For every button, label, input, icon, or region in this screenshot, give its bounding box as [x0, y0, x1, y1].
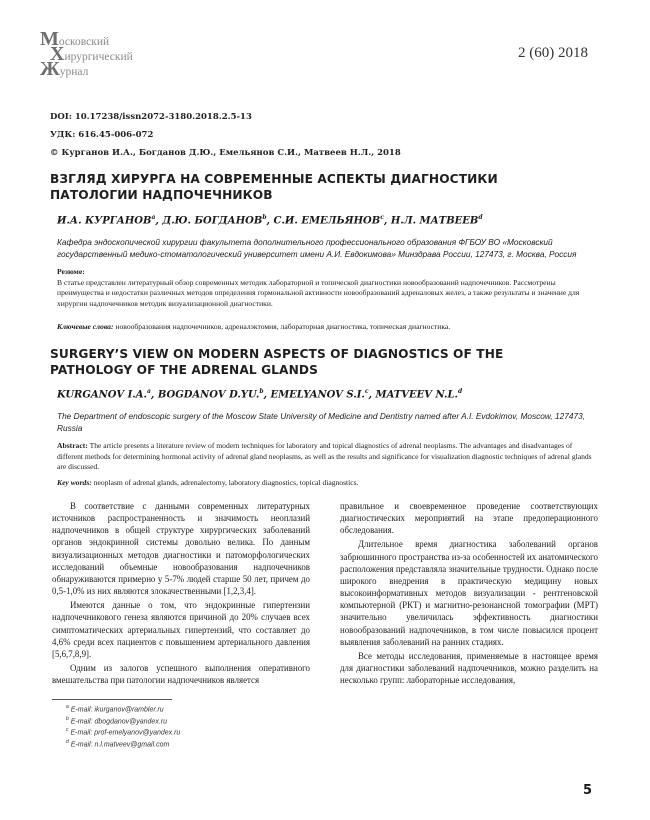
paragraph: правильное и своевременное проведение соответствующих диагностических мероприятий на этапе предоперационного обследования. — [340, 501, 598, 536]
footnote-item: $^b$ E-mail: dbogdanov@yandex.ru — [66, 715, 167, 725]
footnote-item: $^a$ E-mail: ikurganov@rambler.ru — [66, 704, 164, 714]
abstract-english: Abstract: The article presents a literature review of modern techniques for laboratory and topical diagnostics of adrenal neoplasms. The advantages and disadvantages of different methods for determining hormonal activity of adrenal gland neoplasms, as well as the results and significance for visualization diagnostic techniques of adrenal glands are discussed. — [57, 441, 592, 472]
authors-english: KURGANOV I.A.$^a$, BOGDANOV D.YU.$^b$, EMELYANOV S.I.$^c$, MATVEEV N.L.$^d$ — [57, 388, 463, 401]
copyright: © Курганов И.А., Богданов Д.Ю., Емельянов С.И., Матвеев Н.Л., 2018 — [50, 148, 401, 158]
body-column-right — [340, 500, 598, 688]
title-english: SURGERY’S VIEW ON MODERN ASPECTS OF DIAGNOSTICS OF THE PATHOLOGY OF THE ADRENAL GLANDS — [50, 347, 504, 377]
footnotes — [66, 703, 180, 749]
footnote-item: $^c$ E-mail: prof-emelyanov@yandex.ru — [66, 727, 181, 737]
authors-russian: И.А. КУРГАНОВ$^a$, Д.Ю. БОГДАНОВ$^b$, С.И. ЕМЕЛЬЯНОВ$^c$, Н.Л. МАТВЕЕВ$^d$ — [57, 214, 483, 227]
logo-line-1: Московский — [40, 28, 110, 50]
keywords-english: Key words: neoplasm of adrenal glands, adrenalectomy, laboratory diagnostics, topical diagnostics. — [57, 478, 359, 487]
paragraph: Длительное время диагностика заболеваний органов забрюшинного пространства из-за особенностей их анатомического расположения представляла значительные трудности. Однако после широкого внедрения в практическую медицину новых высокоинформативных методов визуализации - рентгеновской компьютерной (РКТ) и магнитно-резонансной томографии (МРТ) значительно увеличилась эффективность диагностики новообразований надпочечников, в том числе повысился процент выявления заболеваний на ранних стадиях. — [340, 539, 598, 647]
footnote-item: $^d$ E-mail: n.l.matveev@gmail.com — [66, 738, 170, 748]
paragraph: Все методы исследования, применяемые в настоящее время для диагностики заболеваний надпочечников, можно разделить на несколько групп: лабораторные исследования, — [340, 650, 598, 686]
logo-line-3: Журнал — [40, 58, 89, 80]
keywords-russian: Ключевые слова: новообразования надпочечников, адреналэктомия, лабораторная диагностика, топическая диагностика. — [57, 322, 451, 331]
abstract-text-russian: В статье представлен литературный обзор современных методик лабораторной и топической диагностики новообразований надпочечников. Рассмотрены преимущества и недостатки различных методов определения гормональной активности новообразований адреналовых желез, а также результаты и значение для хирургии надпочечников методик визуализационной диагностики. — [57, 277, 580, 308]
journal-logo — [40, 28, 170, 78]
udk: УДК: 616.45-006-072 — [50, 130, 154, 140]
logo-line-2: Хирургический — [50, 43, 133, 65]
footnote-divider — [52, 699, 172, 700]
issue-number: 2 (60) 2018 — [518, 45, 588, 61]
abstract-russian — [57, 267, 597, 309]
body-column-left — [52, 500, 310, 688]
paragraph: В соответствие с данными современных литературных источников распространенность и значимость неоплазий надпочечников в общей структуре хирургических заболеваний органов эндокринной системы довольно велика. По данным визуализационных методов диагностики и патоморфологических исследований объемные новообразования надпочечников обнаруживаются примерно у 5-7% людей старше 50 лет, причем до 0,5-1,0% из них являются злокачественными [1,2,3,4]. — [52, 501, 310, 597]
abstract-label-russian: Резюме: — [57, 267, 85, 276]
doi: DOI: 10.17238/issn2072-3180.2018.2.5-13 — [50, 112, 252, 122]
page-number: 5 — [582, 783, 592, 798]
title-russian: ВЗГЛЯД ХИРУРГА НА СОВРЕМЕННЫЕ АСПЕКТЫ ДИАГНОСТИКИ ПАТОЛОГИИ НАДПОЧЕЧНИКОВ — [50, 172, 498, 202]
paragraph: Имеются данные о том, что эндокринные гипертензии надпочечникового генеза являются причиной до 20% случаев всех симптоматических артериальных гипертензий, что составляет до 4,6% среди всех пациентов с повышением артериального давления [5,6,7,8,9]. — [52, 600, 310, 659]
paragraph: Одним из залогов успешного выполнения оперативного вмешательства при патологии надпочечников является — [52, 663, 310, 686]
affiliation-russian: Кафедра эндоскопической хирургии факультета дополнительного профессионального образования ФГБОУ ВО «Московский государственный медико-стоматологический университет имени А.И. Евдокимова» Минздрава России, 127473, г. Москва, Россия — [57, 237, 577, 259]
affiliation-english: The Department of endoscopic surgery of the Moscow State University of Medicine and Dentistry named after A.I. Evdokimov, Moscow, 127473, Russia — [57, 411, 586, 433]
